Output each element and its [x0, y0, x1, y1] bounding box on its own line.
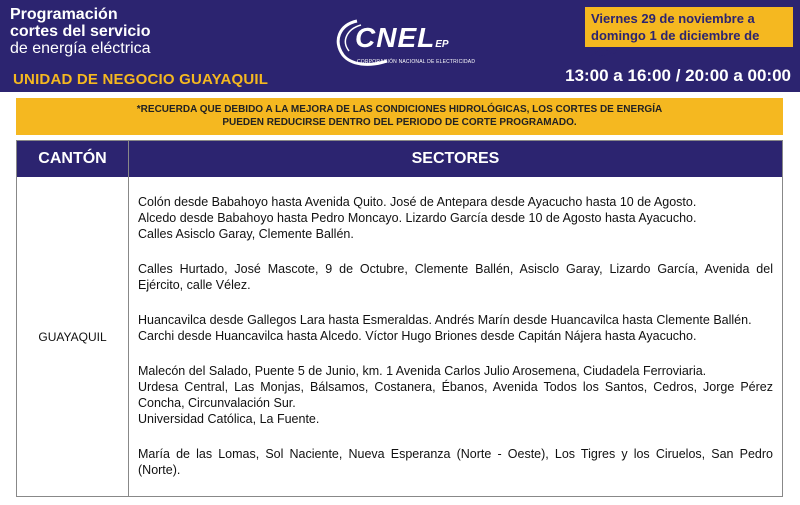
header-banner	[0, 0, 800, 92]
sectors-cell	[138, 194, 773, 497]
date-line-1: Viernes 29 de noviembre a	[591, 11, 755, 26]
sector-line: María de las Lomas, Sol Naciente, Nueva Esperanza (Norte - Oeste), Los Tigres y los Ciruelos, San Pedro (Norte).	[138, 447, 773, 477]
sector-line: Huancavilca desde Gallegos Lara hasta Esmeraldas. Andrés Marín desde Huancavilca hasta Clemente Ballén.	[138, 313, 752, 327]
column-header-canton: CANTÓN	[17, 141, 128, 177]
sector-line: Malecón del Salado, Puente 5 de Junio, km. 1 Avenida Carlos Julio Arosemena, Ciudadela Ferroviaria.	[138, 364, 707, 378]
date-range-box	[585, 7, 793, 60]
notice-banner	[16, 98, 783, 135]
notice-line-1: *RECUERDA QUE DEBIDO A LA MEJORA DE LAS CONDICIONES HIDROLÓGICAS, LOS CORTES DE ENERGÍA	[136, 104, 663, 115]
business-unit-label: UNIDAD DE NEGOCIO GUAYAQUIL	[13, 71, 269, 88]
sector-line: Colón desde Babahoyo hasta Avenida Quito. José de Antepara desde Ayacucho hasta 10 de Agosto.	[138, 195, 697, 209]
date-line-2: domingo 1 de diciembre de 2024	[591, 28, 760, 60]
logo-wordmark	[355, 22, 449, 54]
sector-line: Calles Hurtado, José Mascote, 9 de Octubre, Clemente Ballén, Asisclo Garay, Lizardo García, Avenida del Ejército, calle Vélez.	[138, 262, 773, 292]
sector-group	[138, 312, 773, 344]
column-divider	[128, 141, 129, 496]
title-line-2: cortes del servicio	[10, 23, 151, 40]
canton-cell: GUAYAQUIL	[38, 329, 107, 344]
sector-line: Calles Asisclo Garay, Clemente Ballén.	[138, 227, 354, 241]
title-line-3: de energía eléctrica	[10, 40, 151, 57]
logo-text: CNEL	[355, 22, 436, 53]
title-line-1: Programación	[10, 6, 118, 23]
sector-line: Carchi desde Huancavilca hasta Alcedo. Víctor Hugo Briones desde Capitán Nájera hasta Ayacucho.	[138, 329, 697, 343]
sector-line: Universidad Católica, La Fuente.	[138, 412, 320, 426]
notice-line-2: PUEDEN REDUCIRSE DENTRO DEL PERIODO DE CORTE PROGRAMADO.	[222, 117, 577, 128]
page-title	[10, 6, 151, 57]
time-range: 13:00 a 16:00 / 20:00 a 00:00	[565, 66, 791, 85]
outage-table	[16, 140, 783, 497]
logo-suffix: EP	[435, 39, 449, 50]
sector-group	[138, 261, 773, 293]
logo-subtitle: CORPORACIÓN NACIONAL DE ELECTRICIDAD	[357, 59, 476, 65]
sector-group	[138, 363, 773, 427]
sector-line: Urdesa Central, Las Monjas, Bálsamos, Costanera, Ébanos, Avenida Todos los Santos, Cedros, Jorge Pérez Concha, Circunvalación Sur.	[138, 380, 773, 410]
sector-group	[138, 194, 773, 242]
cnel-logo	[325, 15, 485, 77]
column-header-sectores: SECTORES	[129, 141, 782, 177]
sector-group	[138, 446, 773, 478]
sector-line: Alcedo desde Babahoyo hasta Pedro Moncayo. Lizardo García desde 10 de Agosto hasta Ayacucho.	[138, 211, 697, 225]
